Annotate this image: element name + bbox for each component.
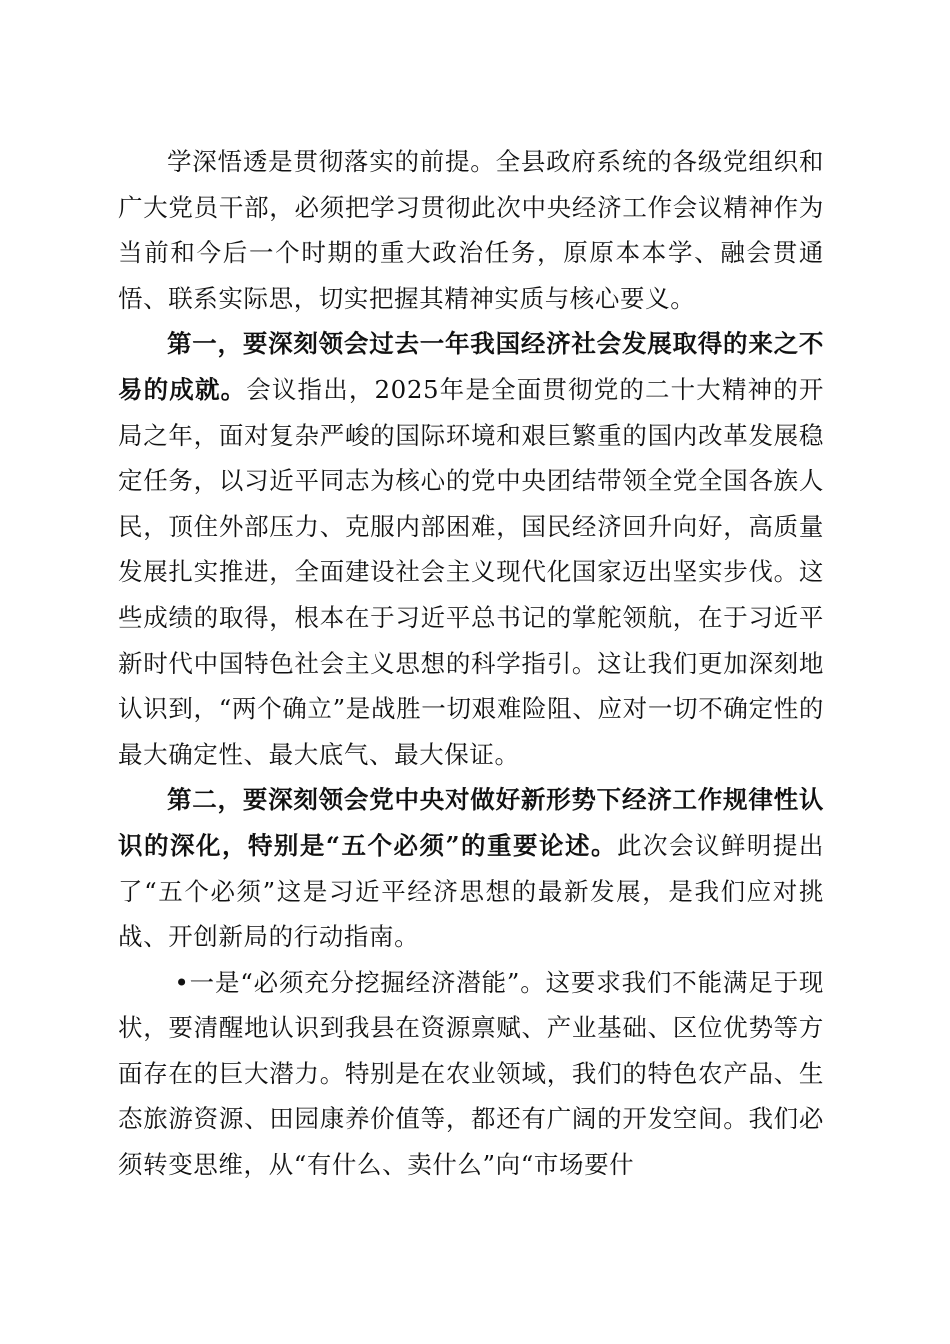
paragraph-second-point-lead: 第二，要深刻领会党中央对做好新形势下经济工作规律性认识的深化，特别是“五个必须”的重要论述。 [118,785,824,860]
paragraph-first-point [118,321,824,777]
paragraph-first-point-lead: 第一，要深刻领会过去一年我国经济社会发展取得的来之不易的成就。 [118,329,824,404]
paragraph-intro [118,139,824,321]
paragraph-bullet-one [118,960,824,1188]
paragraph-intro-text: 学深悟透是贯彻落实的前提。全县政府系统的各级党组织和广大党员干部，必须把学习贯彻此次中央经济工作会议精神作为当前和今后一个时期的重大政治任务，原原本本学、融会贯通悟、联系实际思，切实把握其精神实质与核心要义。 [118,147,824,313]
paragraph-first-point-text: 会议指出，2025年是全面贯彻党的二十大精神的开局之年，面对复杂严峻的国际环境和艰巨繁重的国内改革发展稳定任务，以习近平同志为核心的党中央团结带领全党全国各族人民，顶住外部压力、克服内部困难，国民经济回升向好，高质量发展扎实推进，全面建设社会主义现代化国家迈出坚实步伐。这些成绩的取得，根本在于习近平总书记的掌舵领航，在于习近平新时代中国特色社会主义思想的科学指引。这让我们更加深刻地认识到，“两个确立”是战胜一切艰难险阻、应对一切不确定性的最大确定性、最大底气、最大保证。 [118,374,824,769]
paragraph-second-point-text: 此次会议鲜明提出了“五个必须”这是习近平经济思想的最新发展，是我们应对挑战、开创新局的行动指南。 [118,830,824,952]
paragraph-bullet-one-text: •一是“必须充分挖掘经济潜能”。这要求我们不能满足于现状，要清醒地认识到我县在资源禀赋、产业基础、区位优势等方面存在的巨大潜力。特别是在农业领域，我们的特色农产品、生态旅游资源、田园康养价值等，都还有广阔的开发空间。我们必须转变思维，从“有什么、卖什么”向“市场要什 [118,967,824,1180]
paragraph-second-point [118,777,824,959]
document-body [118,139,824,1188]
